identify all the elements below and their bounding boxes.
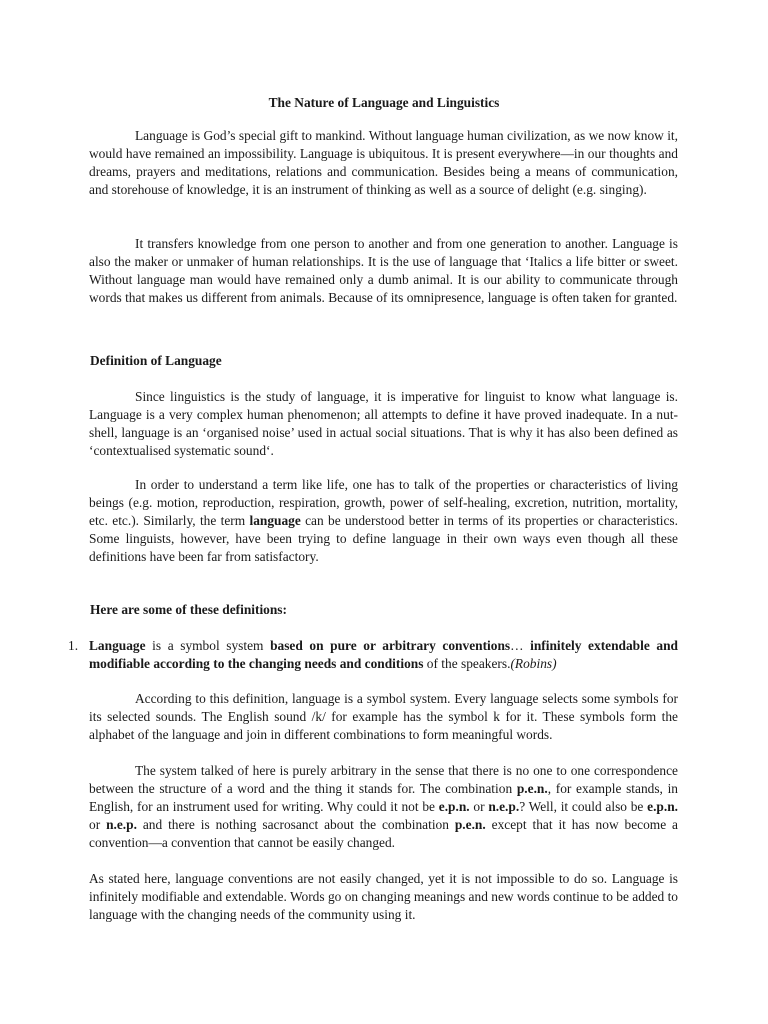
definition-item-1	[89, 637, 678, 673]
citation: (Robins)	[510, 656, 557, 671]
definition-paragraph-1: Since linguistics is the study of language, it is imperative for linguist to know what language is. Language is a very complex human phenomenon; all attempts to define it have proved inadequate. In a nut-shell, language is an ‘organised noise’ used in actual social situations. That is why it has also been defined as ‘contextualised systematic sound‘.	[89, 389, 678, 458]
definitions-list-heading: Here are some of these definitions:	[90, 602, 287, 617]
intro-paragraph-1: Language is God’s special gift to mankind. Without language human civilization, as we now know it, would have remained an impossibility. Language is ubiquitous. It is present everywhere—in our thoughts and dreams, prayers and meditations, relations and communication. Besides being a means of communication, and storehouse of knowledge, it is an instrument of thinking as well as a source of delight (e.g. singing).	[89, 128, 678, 197]
exp-text-1: The system talked of here is purely arbitrary in the sense that there is no one to one correspondence between the structure of a word and the thing it stands for. The combination	[89, 763, 678, 796]
exp-text-6: and there is nothing sacrosanct about the combination	[136, 817, 455, 832]
document-title: The Nature of Language and Linguistics	[268, 95, 500, 110]
combo-pen-2: p.e.n.	[454, 817, 486, 832]
exp-text-2: , for example stands, in English, for an instrument used for writing. Why could it not be	[89, 781, 678, 814]
combo-pen-1: p.e.n.	[516, 781, 548, 796]
combo-epn-2: e.p.n.	[647, 799, 679, 814]
combo-epn-1: e.p.n.	[438, 799, 470, 814]
item-bold-conventions: based on pure or arbitrary conventions	[270, 638, 511, 653]
exp-text-5: or	[89, 817, 107, 832]
item-text-2: …	[510, 638, 531, 653]
item-text-3: of the speakers.	[423, 656, 511, 671]
definition-paragraph-2	[89, 476, 678, 566]
exp-text-4: ? Well, it could also be	[519, 799, 648, 814]
item-bold-extendable: infinitely extendable and modifiable according to the changing needs and conditions	[89, 638, 678, 671]
exp-text-7: except that it has now become a convention—a convention that cannot be easily changed.	[89, 817, 678, 850]
item-bold-language: Language	[89, 638, 146, 653]
explanation-paragraph-3: As stated here, language conventions are not easily changed, yet it is not impossible to do so. Language is infinitely modifiable and extendable. Words go on changing meanings and new words continue to be added to language with the changing needs of the community using it.	[89, 871, 678, 922]
explanation-paragraph-1: According to this definition, language is a symbol system. Every language selects some symbols for its selected sounds. The English sound /k/ for example has the symbol k for it. These symbols form the alphabet of the language and join in different combinations to form meaningful words.	[89, 691, 678, 742]
combo-nep-1: n.e.p.	[488, 799, 520, 814]
language-term: language	[249, 513, 301, 528]
definition-heading: Definition of Language	[90, 353, 222, 368]
item-text-1: is a symbol system	[145, 638, 271, 653]
intro-paragraph-2: It transfers knowledge from one person to another and from one generation to another. Language is also the maker or unmaker of human relationships. It is the use of language that ‘Italics a life bitter or sweet. Without language man would have remained only a dumb animal. It is our ability to communicate through words that makes us different from animals. Because of its omnipresence, language is often taken for granted.	[89, 236, 678, 305]
list-item-number: 1.	[68, 638, 79, 653]
explanation-paragraph-2	[89, 762, 678, 852]
exp-text-3: or	[469, 799, 489, 814]
combo-nep-2: n.e.p.	[106, 817, 137, 832]
definition-paragraph-2-text-a: In order to understand a term like life, one has to talk of the properties or characteristics of living beings (e.g. motion, reproduction, respiration, growth, power of self-healing, excretion, nutrition, mortality, etc. etc.). Similarly, the term	[89, 477, 678, 528]
definition-paragraph-2-text-b: can be understood better in terms of its properties or characteristics. Some linguists, however, have been trying to define language in their own ways even though all these definitions have been far from satisfactory.	[89, 513, 678, 564]
